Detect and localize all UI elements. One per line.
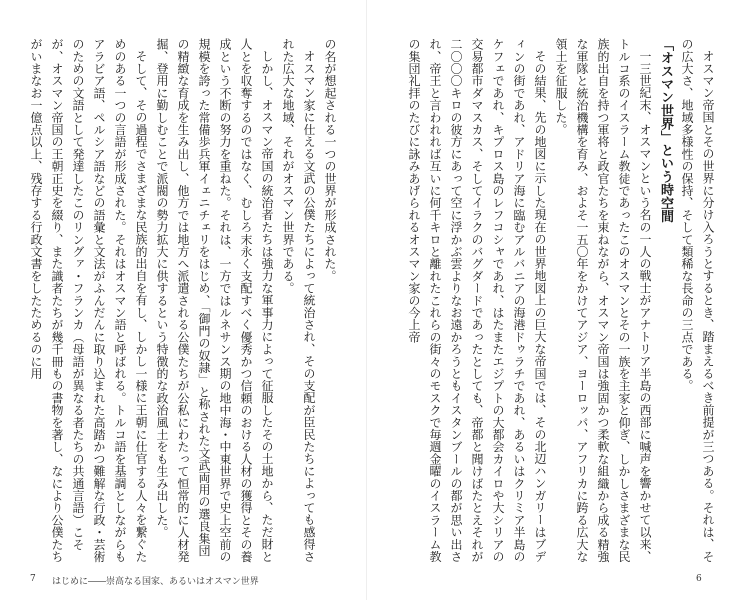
left-paragraph-2: オスマン家に仕える文武の公僕たちによって統治され、その支配が臣民たちによっても感得された広大な地域、それがオスマン世界である。 <box>281 38 316 563</box>
left-paragraph-1: の名が想起される一つの世界が形成された。 <box>323 38 337 282</box>
right-paragraph-1: オスマン帝国とその世界に分け入ろうとするとき、踏まえるべき前提が三つある。それは、その広大さ、地域多様性の保持、そして類稀な長命の三点である。 <box>680 38 715 563</box>
left-paragraph-4: そして、その過程でさまざまな民族的出自を有し、しかし一様に王朝に仕官する人々を繋ぐためのある一つの言語が形成された。それはオスマン語と呼ばれる。トルコ語を基調としながらもアラビア語、ペルシア語などの語彙と文法がふんだんに取り込まれた高踏かつ難解な行政・芸術のための文語として発達したこのリングァ・フランカ（母語が異なる者たちの共通言語）こそが、オスマン帝国の王朝正史を綴り、また識者たちが幾千冊もの書物を著し、なにより公僕たちがいまなお一億点以上、残存する行政文書をしたためるのに用 <box>29 38 148 563</box>
page-gutter <box>366 0 367 600</box>
left-page-number: 7 <box>30 574 36 584</box>
right-page-body-text <box>396 38 718 563</box>
right-paragraph-3: その結果、先の地図に示した現在の世界地図上の巨大な帝国では、その北辺ハンガリーはブディンの街であれ、アドリア海に臨むアルバニアの海港ドゥラチであれ、あるいはクリミア半島のケフェであれ、キプロス島のレフコシャであれ、はたまたエジプトの大都会カイロや大シリアの交易都市ダマスカス、そしてイラクのバグダードであったとしても、帝都と聞けばたとえそれが二〇〇〇キロの彼方にあって空に浮かぶ雲よりなお遠かろうともイスタンブールの都が思い出され、帝王と言われれば互いに何千キロと離れたこれらの街々のモスクで毎週金曜のイスラーム教の集団礼拝のたびに詠みあげられるオスマン家の今上帝 <box>407 38 547 563</box>
left-page-body-text <box>22 38 340 563</box>
left-page <box>0 0 367 600</box>
section-heading: 「オスマン世界」という時空間 <box>658 38 673 223</box>
right-page <box>368 0 735 600</box>
running-head: はじめに――崇高なる国家、あるいはオスマン世界 <box>52 577 259 587</box>
left-paragraph-3: しかし、オスマン帝国の統治者たちは強力な軍事力によって征服したその土地から、ただ財と人とを収奪するのではなく、むしろ末永く支配すべく優秀かつ信頼のおける人材の獲得とその養成という不断の努力を重ねた。それは、一方ではルネサンス期の地中海・中東世界で史上空前の規模を誇った常備歩兵軍イェニチェリをはじめ、「御門の奴隷」と称された文武両用の選良集団の精緻な育成を生み出し、他方では地方へ派遣される公僕たちが公私にわたって恒常的に人材発掘、登用に勤しむことで派閥の勢力拡大に供するという特徴的な政治風土をも生み出した。 <box>155 38 274 563</box>
right-page-number: 6 <box>696 574 702 584</box>
right-paragraph-2: 一三世紀末、オスマンという名の一人の戦士がアナトリア半島の西部に喊声を響かせて以来、トルコ系のイスラーム教徒であったこのオスマンとその一族を主家と仰ぎ、しかしさまざまな民族的出自を持つ軍将と政官たちを束ねながら、オスマン帝国は強固かつ柔軟な組織から成る精強な軍隊と統治機構を育み、およそ一五〇年をかけてアジア、ヨーロッパ、アフリカに跨る広大な領土を征服した。 <box>554 38 652 563</box>
